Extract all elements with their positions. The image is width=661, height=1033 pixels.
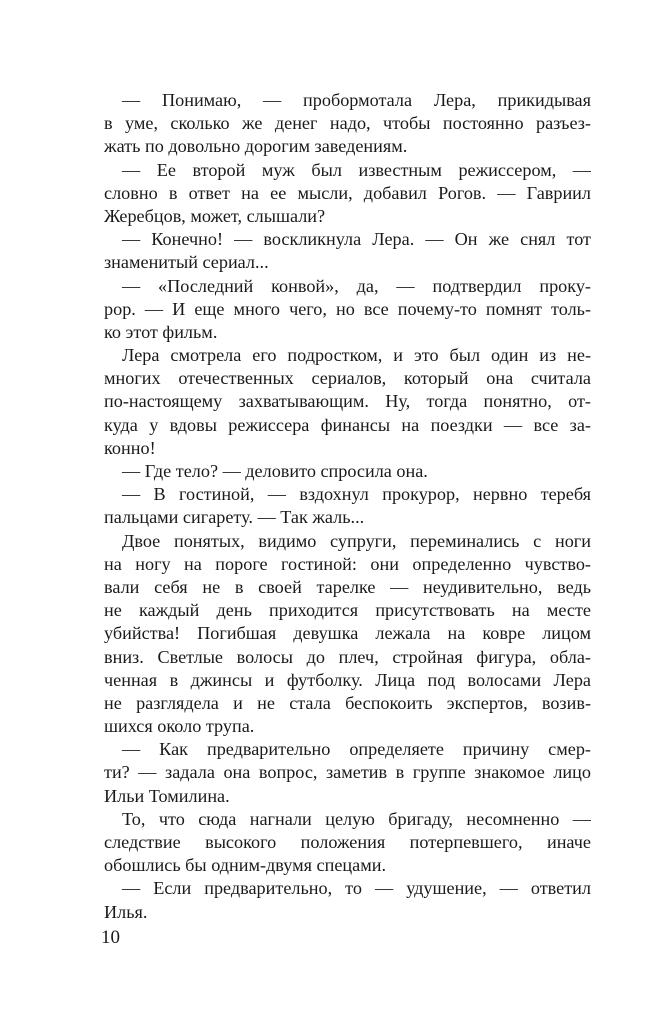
text-line: — Ее второй муж был известным режиссером, — — [122, 159, 591, 180]
text-line: обошлись бы одним-двумя спецами. — [104, 855, 387, 876]
text-line: по-настоящему захватывающим. Ну, тогда понятно, от- — [104, 391, 591, 412]
text-line: шихся около трупа. — [104, 716, 255, 737]
text-line: Илья. — [104, 901, 148, 922]
text-line: — Понимаю, — пробормотала Лера, прикидывая — [122, 90, 591, 110]
text-line: куда у вдовы режиссера финансы на поездки — все за- — [104, 414, 591, 435]
text-line: — Где тело? — деловито спросила она. — [122, 461, 428, 481]
text-line: на ногу на пороге гостиной: они определенно чувство- — [104, 553, 591, 574]
text-line: ченная в джинсы и футболку. Лица под волосами Лера — [104, 669, 591, 690]
text-line: вали себя не в своей тарелке — неудивительно, ведь — [104, 576, 591, 597]
text-line: не каждый день приходится присутствовать на месте — [104, 600, 591, 621]
text-line: вниз. Светлые волосы до плеч, стройная фигура, обла- — [104, 646, 591, 667]
text-line: в уме, сколько же денег надо, чтобы постоянно разъез- — [104, 113, 591, 134]
text-line: То, что сюда нагнали целую бригаду, несомненно — — [122, 808, 591, 829]
text-line: многих отечественных сериалов, который она считала — [104, 368, 591, 389]
text-line: следствие высокого положения потерпевшего, иначе — [104, 832, 591, 852]
text-line: — «Последний конвой», да, — подтвердил проку- — [122, 275, 591, 296]
text-line: рор. — И еще много чего, но все почему-то помнят толь- — [104, 298, 591, 319]
text-line: конно! — [104, 437, 156, 458]
text-line: словно в ответ на ее мысли, добавил Рогов. — Гавриил — [104, 182, 591, 203]
text-line: — Как предварительно определяете причину смер- — [122, 739, 591, 760]
page-number: 10 — [101, 927, 120, 948]
text-line: ти? — задала она вопрос, заметив в группе знакомое лицо — [104, 762, 591, 783]
text-line: знаменитый сериал... — [104, 252, 269, 273]
text-line: Лера смотрела его подростком, и это был один из не- — [122, 345, 591, 366]
text-line: пальцами сигарету. — Так жаль... — [104, 507, 365, 528]
text-line: Ильи Томилина. — [104, 785, 230, 806]
text-line: жать по довольно дорогим заведениям. — [104, 136, 408, 157]
text-line: ко этот фильм. — [104, 321, 218, 342]
text-line: Двое понятых, видимо супруги, переминались с ноги — [122, 530, 591, 551]
text-line: убийства! Погибшая девушка лежала на ковре лицом — [104, 623, 591, 644]
text-line: — Конечно! — воскликнула Лера. — Он же снял тот — [122, 229, 591, 250]
text-line: не разглядела и не стала беспокоить экспертов, возив- — [104, 692, 591, 713]
book-page — [104, 89, 591, 924]
body-text — [104, 89, 591, 924]
text-line: Жеребцов, может, слышали? — [104, 205, 326, 226]
text-line: — В гостиной, — вздохнул прокурор, нервно теребя — [122, 484, 591, 505]
text-line: — Если предварительно, то — удушение, — ответил — [122, 878, 591, 899]
